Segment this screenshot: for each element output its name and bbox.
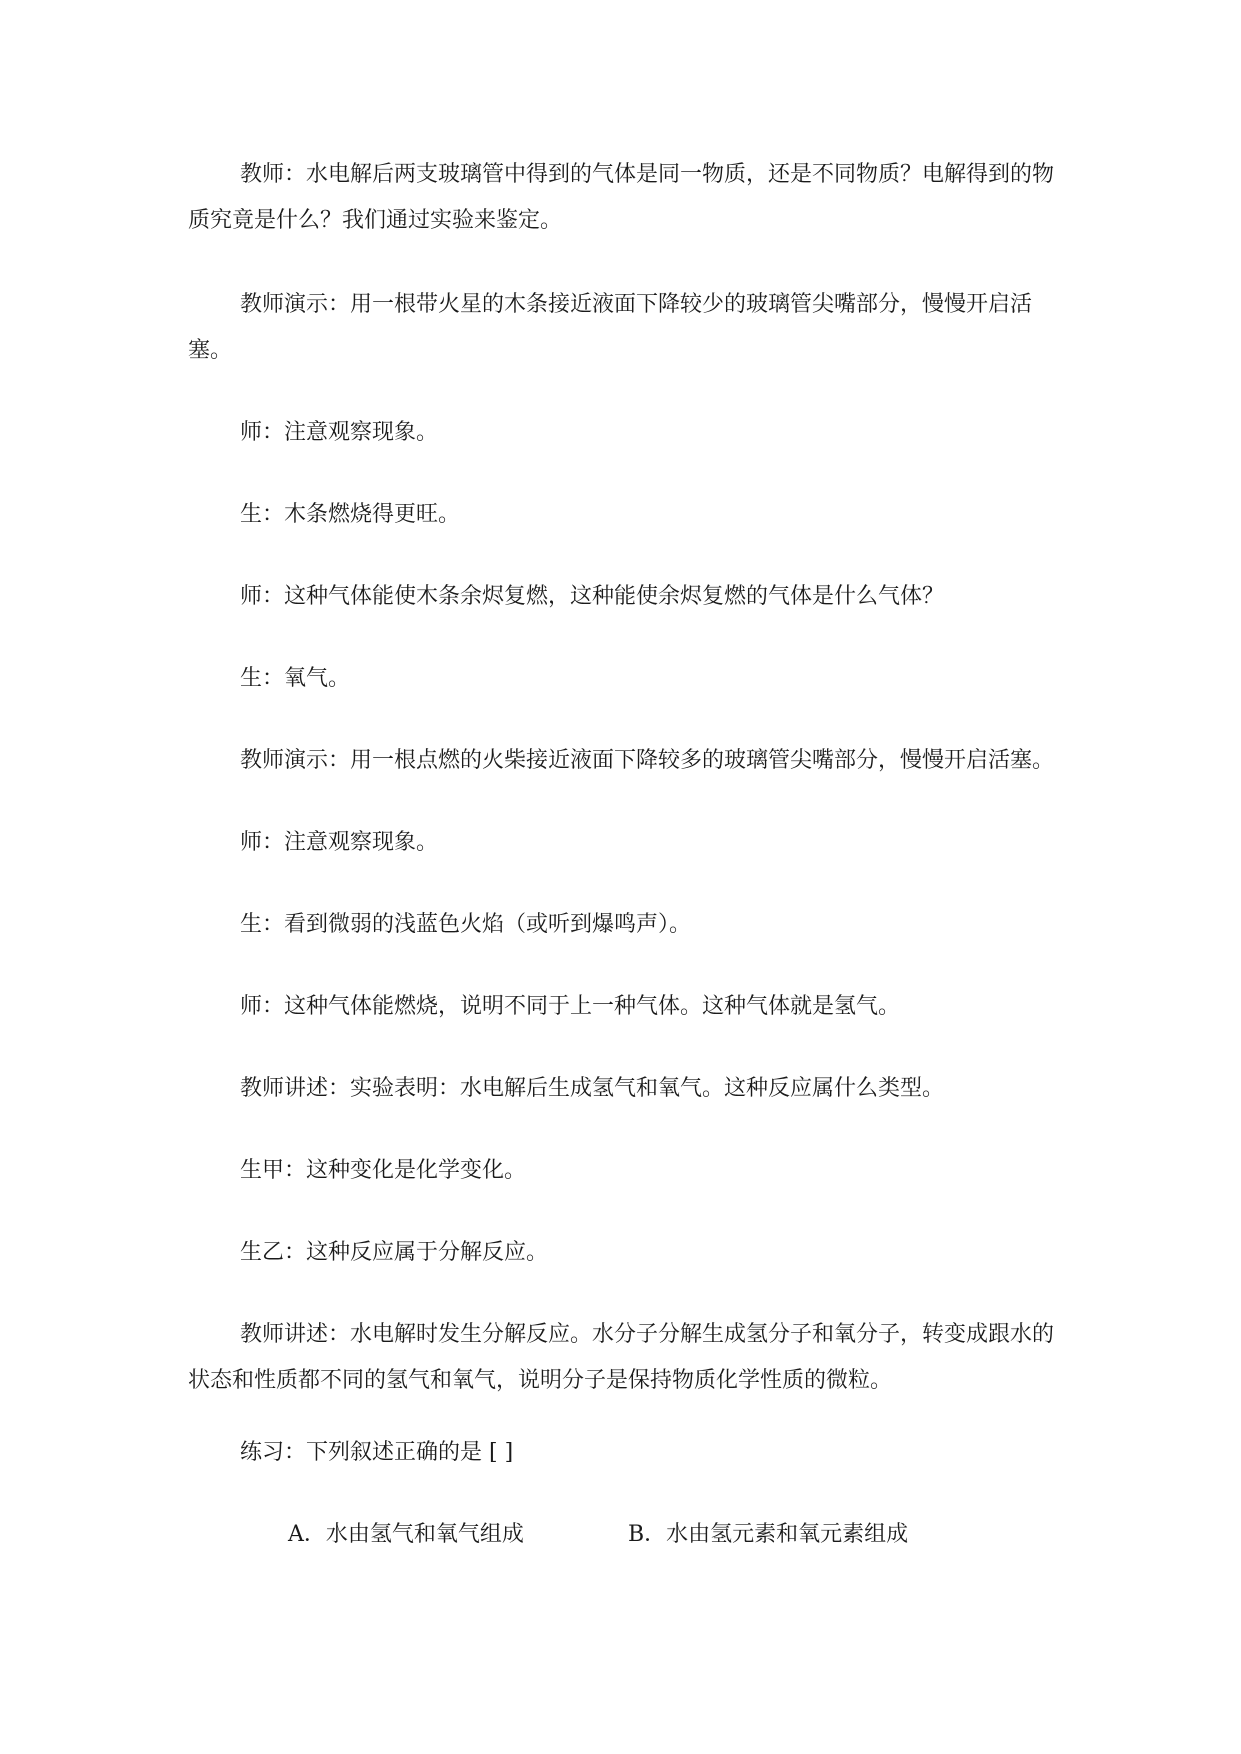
- exercise-options: [288, 1512, 1048, 1558]
- paragraph-student-b: 生乙：这种反应属于分解反应。: [240, 1240, 549, 1265]
- paragraph-exercise: 练习：下列叙述正确的是 [ ]: [240, 1440, 514, 1465]
- paragraph-student-answer-1: 生：木条燃烧得更旺。: [240, 502, 461, 527]
- paragraph-teacher-explain-1: 师：这种气体能燃烧，说明不同于上一种气体。这种气体就是氢气。: [240, 994, 901, 1019]
- paragraph-teacher-demo-1: 教师演示：用一根带火星的木条接近液面下降较少的玻璃管尖嘴部分，慢慢开启活塞。: [188, 292, 1033, 363]
- paragraph-student-a: 生甲：这种变化是化学变化。: [240, 1158, 527, 1183]
- paragraph-teacher-demo-2: 教师演示：用一根点燃的火柴接近液面下降较多的玻璃管尖嘴部分，慢慢开启活塞。: [240, 748, 1055, 773]
- paragraph-student-answer-2: 生：氧气。: [240, 666, 351, 691]
- paragraph-teacher-observe-2: 师：注意观察现象。: [240, 830, 439, 855]
- paragraph-teacher-observe-1: 师：注意观察现象。: [240, 420, 439, 445]
- paragraph-teacher-lecture-1: 教师讲述：实验表明：水电解后生成氢气和氧气。这种反应属什么类型。: [240, 1076, 945, 1101]
- option-a: A．水由氢气和氧气组成: [288, 1522, 524, 1547]
- option-b: B．水由氢元素和氧元素组成: [628, 1522, 909, 1547]
- paragraph-student-answer-3: 生：看到微弱的浅蓝色火焰（或听到爆鸣声）。: [240, 912, 692, 937]
- paragraph-teacher-lecture-2: 教师讲述：水电解时发生分解反应。水分子分解生成氢分子和氧分子，转变成跟水的状态和性质都不同的氢气和氧气，说明分子是保持物质化学性质的微粒。: [188, 1322, 1055, 1393]
- paragraph-teacher-question-2: 师：这种气体能使木条余烬复燃，这种能使余烬复燃的气体是什么气体？: [240, 584, 945, 609]
- paragraph-teacher-question: 教师：水电解后两支玻璃管中得到的气体是同一物质，还是不同物质？电解得到的物质究竟是什么？我们通过实验来鉴定。: [188, 162, 1055, 233]
